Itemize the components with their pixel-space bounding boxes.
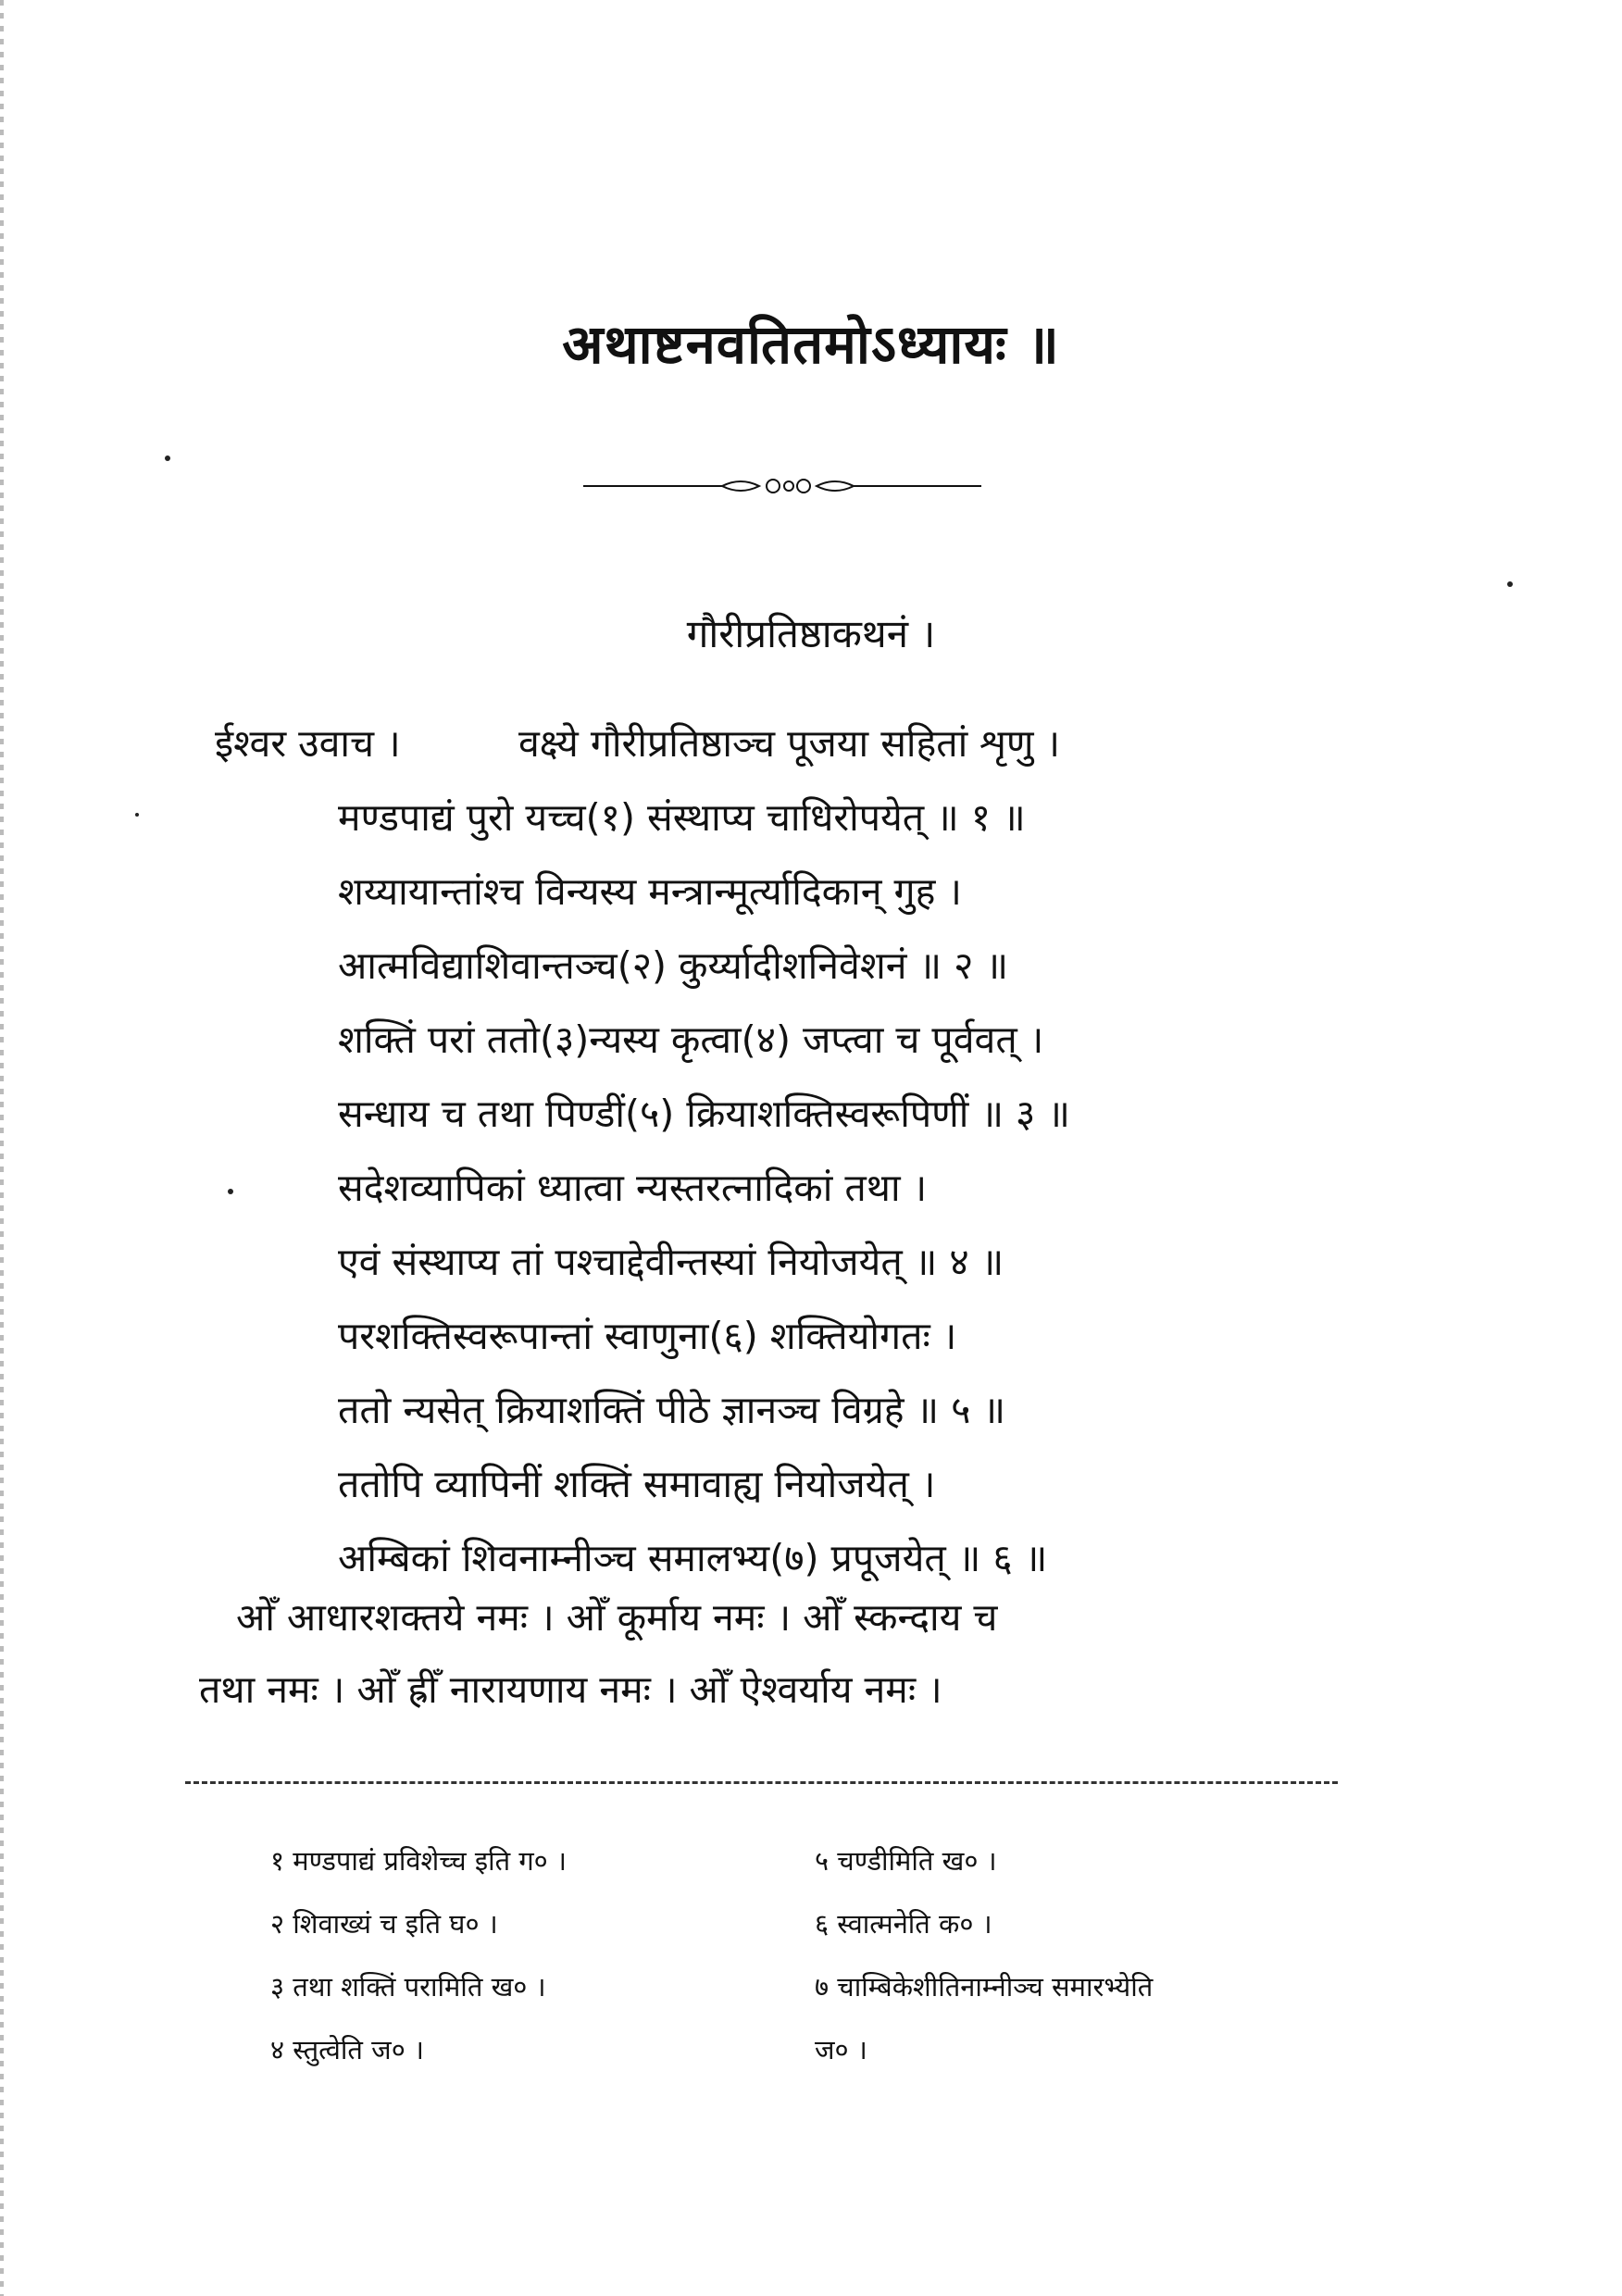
verse-line: ततो न्यसेत् क्रियाशक्तिं पीठे ज्ञानञ्च विग्रहे ॥ ५ ॥ [338,1388,1006,1432]
speck [1507,581,1513,587]
footnote: ३ तथा शक्तिं परामिति ख० । [270,1971,546,2003]
footnote: ६ स्वात्मनेति क० । [815,1908,992,1940]
ornament-divider-icon [583,468,981,505]
footnote: ७ चाम्बिकेशीतिनाम्नीञ्च समारभ्येति [815,1971,1154,2003]
footnote: ५ चण्डीमिति ख० । [815,1845,997,1877]
verse-line: सदेशव्यापिकां ध्यात्वा न्यस्तरत्नादिकां तथा । [338,1166,928,1210]
footnote-divider [185,1781,1338,1784]
chapter-title: अथाष्टनवतितमोऽध्यायः ॥ [562,313,1060,376]
verse-line: एवं संस्थाप्य तां पश्चाद्देवीन्तस्यां नियोजयेत् ॥ ४ ॥ [338,1240,1004,1284]
verse-line: शक्तिं परां ततो(३)न्यस्य कृत्वा(४) जप्त्वा च पूर्ववत् । [338,1017,1044,1062]
verse-line: ततोपि व्यापिनीं शक्तिं समावाह्य नियोजयेत् । [338,1462,936,1506]
verse-line: आत्मविद्याशिवान्तञ्च(२) कुर्य्यादीशनिवेशनं ॥ २ ॥ [338,943,1009,988]
verse-line: मण्डपाद्यं पुरो यच्च(१) संस्थाप्य चाधिरोपयेत् ॥ १ ॥ [338,795,1026,840]
speck [135,813,139,817]
verse-line: अम्बिकां शिवनाम्नीञ्च समालभ्य(७) प्रपूजयेत् ॥ ६ ॥ [338,1536,1048,1580]
speck [228,1189,233,1194]
verse-line: परशक्तिस्वरूपान्तां स्वाणुना(६) शक्तियोगतः । [338,1314,957,1358]
verse-line: शय्यायान्तांश्च विन्यस्य मन्त्रान्मूर्त्यादिकान् गुह । [338,869,962,914]
speaker-label: ईश्वर उवाच । [215,721,401,766]
mantra-line: ओँ आधारशक्तये नमः । ओँ कूर्माय नमः । ओँ स्कन्दाय च [236,1595,998,1640]
footnote: २ शिवाख्यं च इति घ० । [270,1908,498,1940]
verse-line: वक्ष्ये गौरीप्रतिष्ठाञ्च पूजया सहितां शृणु । [518,721,1061,766]
verse-line: सन्धाय च तथा पिण्डीं(५) क्रियाशक्तिस्वरूपिणीं ॥ ३ ॥ [338,1092,1070,1136]
mantra-line: तथा नमः । ओँ ह्रीँ नारायणाय नमः । ओँ ऐश्वर्याय नमः । [199,1667,942,1712]
footnote: ४ स्तुत्वेति ज० । [270,2034,424,2065]
footnote: १ मण्डपाद्यं प्रविशेच्च इति ग० । [270,1845,567,1877]
section-title: गौरीप्रतिष्ठाकथनं । [686,611,936,656]
footnote: ज० । [815,2034,867,2065]
speck [165,455,170,461]
